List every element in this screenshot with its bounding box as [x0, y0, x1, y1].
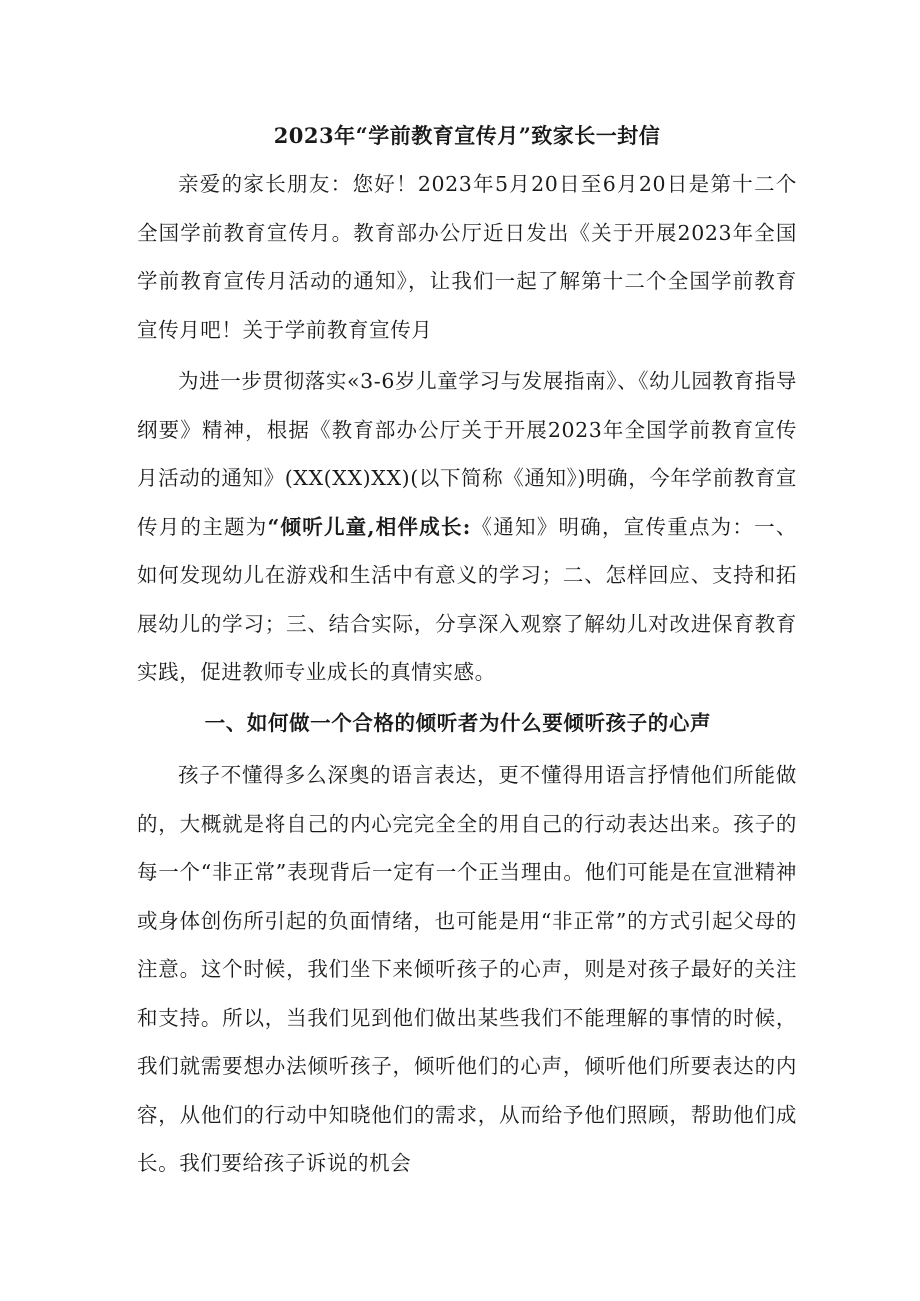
theme-slogan: “倾听儿童,相伴成长:	[267, 514, 471, 539]
paragraph-theme	[137, 357, 797, 697]
paragraph-theme-intro: 为进一步贯彻落实«3-6岁儿童学习与发展指南》、《幼儿园教育指导纲要》精神，根据《教育部办公厅关于开展2023年全国学前教育宣传月活动的通知》(XX(XX)XX)(以下简称《通知》)明确，今年学前教育宣传月的主题为	[137, 369, 798, 539]
paragraph-listening: 孩子不懂得多么深奥的语言表达，更不懂得用语言抒情他们所能做的，大概就是将自己的内心完完全全的用自己的行动表达出来。孩子的每一个“非正常”表现背后一定有一个正当理由。他们可能是在宣泄精神或身体创伤所引起的负面情绪，也可能是用“非正常”的方式引起父母的注意。这个时候，我们坐下来倾听孩子的心声，则是对孩子最好的关注和支持。所以，当我们见到他们做出某些我们不能理解的事情的时候，我们就需要想办法倾听孩子，倾听他们的心声，倾听他们所要表达的内容，从他们的行动中知晓他们的需求，从而给予他们照顾，帮助他们成长。我们要给孩子诉说的机会	[137, 763, 797, 1175]
document-title: 2023年“学前教育宣传月”致家长一封信	[273, 123, 661, 148]
paragraph-theme-focus: 《通知》明确，宣传重点为：一、如何发现幼儿在游戏和生活中有意义的学习；二、怎样回应、支持和拓展幼儿的学习；三、结合实际，分享深入观察了解幼儿对改进保育教育实践，促进教师专业成长的真情实感。	[137, 514, 797, 684]
section-heading-listening: 一、如何做一个合格的倾听者为什么要倾听孩子的心声	[204, 710, 712, 735]
document-body	[137, 118, 797, 1188]
paragraph-greeting: 亲爱的家长朋友：您好！2023年5月20日至6月20日是第十二个全国学前教育宣传月。教育部办公厅近日发出《关于开展2023年全国学前教育宣传月活动的通知》，让我们一起了解第十二个全国学前教育宣传月吧！关于学前教育宣传月	[137, 172, 797, 342]
